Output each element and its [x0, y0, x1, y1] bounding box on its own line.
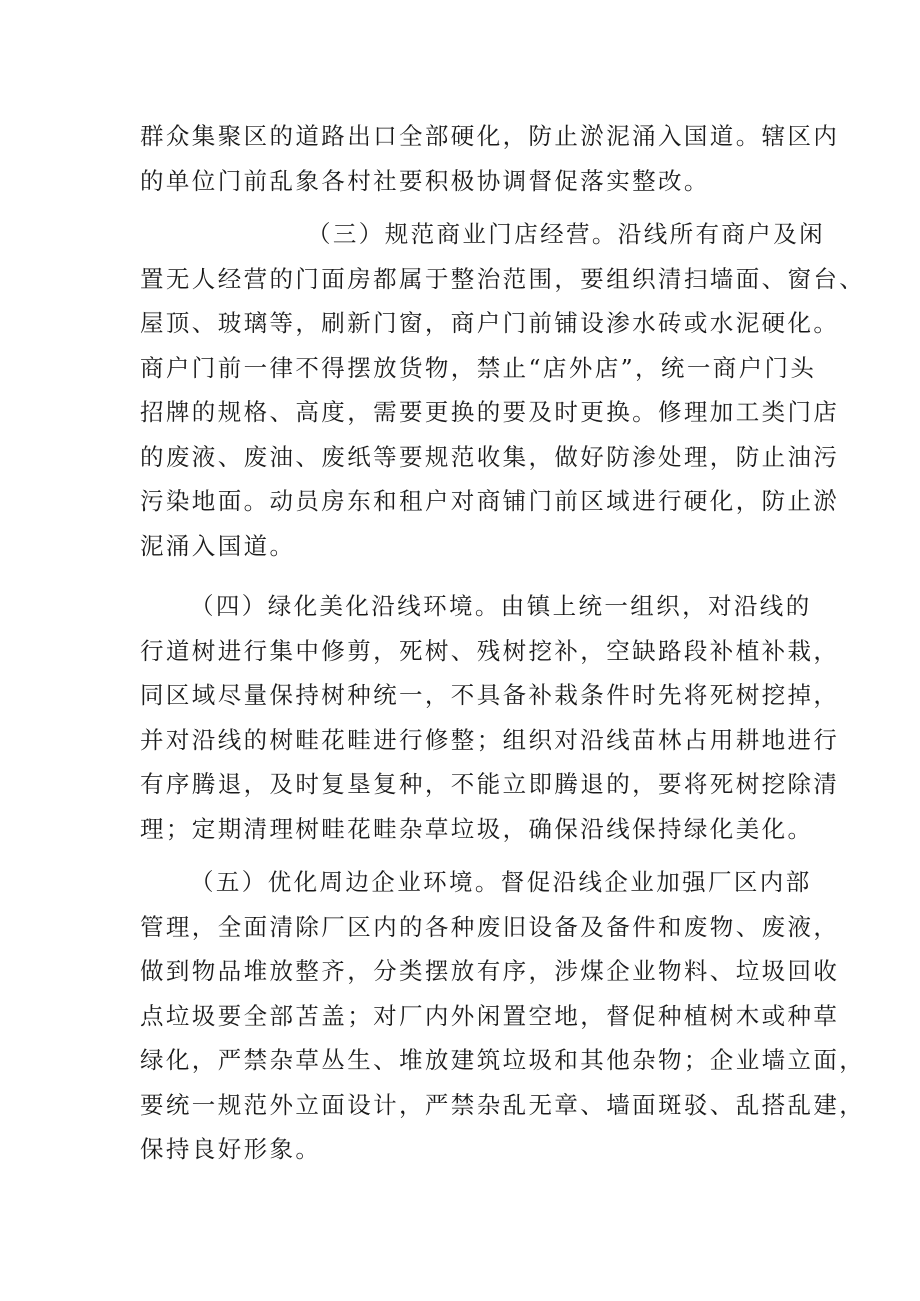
- text-line: 绿化，严禁杂草丛生、堆放建筑垃圾和其他杂物；企业墙立面，: [140, 1046, 866, 1074]
- text-line: 招牌的规格、高度，需要更换的要及时更换。修理加工类门店: [140, 398, 840, 426]
- text-line: 污染地面。动员房东和租户对商铺门前区域进行硬化，防止淤: [140, 487, 840, 515]
- text-line: 并对沿线的树畦花畦进行修整；组织对沿线苗林占用耕地进行: [140, 725, 840, 754]
- paragraph-section-3: [140, 212, 865, 568]
- paragraph-section-4: [140, 584, 839, 851]
- section-3-heading-line: （三）规范商业门店经营。沿线所有商户及闲: [307, 220, 825, 248]
- text-line: 群众集聚区的道路出口全部硬化，防止淤泥涌入国道。辖区内: [140, 122, 840, 150]
- text-line: 泥涌入国道。: [140, 531, 296, 560]
- text-line: 管理，全面清除厂区内的各种废旧设备及备件和废物、废液，: [140, 912, 840, 941]
- text-line: 的废液、废油、废纸等要规范收集，做好防渗处理，防止油污: [140, 442, 840, 471]
- text-line: 屋顶、玻璃等，刷新门窗，商户门前铺设渗水砖或水泥硬化。: [140, 309, 840, 337]
- section-4-heading-line: （四）绿化美化沿线环境。由镇上统一组织，对沿线的: [190, 592, 812, 620]
- text-line: 有序腾退，及时复垦复种，不能立即腾退的，要将死树挖除清: [140, 770, 840, 798]
- text-line: 的单位门前乱象各村社要积极协调督促落实整改。: [140, 166, 710, 195]
- text-line: 同区域尽量保持树种统一，不具备补栽条件时先将死树挖掉，: [140, 681, 840, 709]
- text-line: 做到物品堆放整齐，分类摆放有序，涉煤企业物料、垃圾回收: [140, 957, 840, 985]
- section-5-heading-line: （五）优化周边企业环境。督促沿线企业加强厂区内部: [190, 868, 812, 896]
- text-line: 商户门前一律不得摆放货物，禁止“店外店”，统一商户门头: [140, 353, 817, 382]
- text-line: 理；定期清理树畦花畦杂草垃圾，确保沿线保持绿化美化。: [140, 814, 814, 843]
- paragraph-section-5: [140, 860, 865, 1172]
- text-line: 保持良好形象。: [140, 1135, 322, 1163]
- text-line: 点垃圾要全部苫盖；对厂内外闲置空地，督促种植树木或种草: [140, 1001, 840, 1030]
- text-line: 行道树进行集中修剪，死树、残树挖补，空缺路段补植补栽，: [140, 636, 840, 665]
- text-line: 置无人经营的门面房都属于整治范围，要组织清扫墙面、窗台、: [140, 264, 866, 293]
- paragraph-carryover: [140, 114, 839, 203]
- text-line: 要统一规范外立面设计，严禁杂乱无章、墙面斑驳、乱搭乱建，: [140, 1090, 866, 1119]
